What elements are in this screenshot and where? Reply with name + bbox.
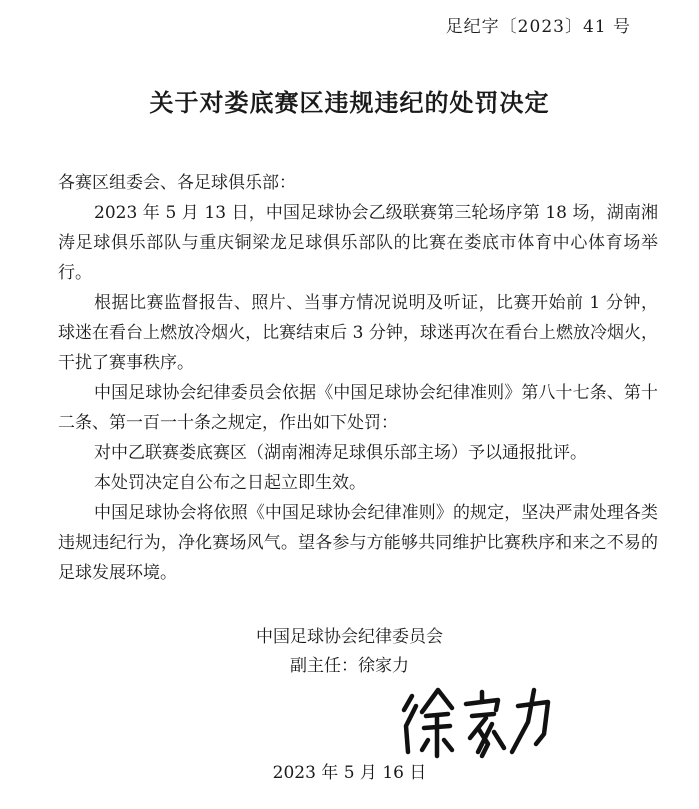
document-body — [58, 168, 658, 588]
paragraph-6: 中国足球协会将依照《中国足球协会纪律准则》的规定，坚决严肃处理各类违规违纪行为，净化赛场风气。望各参与方能够共同维护比赛秩序和来之不易的足球发展环境。 — [58, 503, 658, 583]
handwritten-signature — [398, 682, 558, 762]
document-title: 关于对娄底赛区违规违纪的处罚决定 — [149, 88, 550, 117]
paragraph-1: 2023 年 5 月 13 日，中国足球协会乙级联赛第三轮场序第 18 场，湖南湘涛足球俱乐部队与重庆铜梁龙足球俱乐部队的比赛在娄底市体育中心体育场举行。 — [58, 203, 658, 283]
issuing-organization: 中国足球协会纪律委员会 — [256, 627, 443, 647]
addressee: 各赛区组委会、各足球俱乐部： — [58, 173, 296, 193]
paragraph-2: 根据比赛监督报告、照片、当事方情况说明及听证，比赛开始前 1 分钟，球迷在看台上燃放冷烟火，比赛结束后 3 分钟，球迷再次在看台上燃放冷烟火，干扰了赛事秩序。 — [58, 293, 658, 373]
paragraph-5: 本处罚决定自公布之日起立即生效。 — [94, 473, 366, 493]
deputy-director: 副主任：徐家力 — [290, 656, 409, 676]
decision-date: 2023 年 5 月 16 日 — [272, 763, 427, 783]
document-number: 足纪字〔2023〕41 号 — [445, 17, 631, 37]
paragraph-4: 对中乙联赛娄底赛区（湖南湘涛足球俱乐部主场）予以通报批评。 — [94, 443, 587, 463]
paragraph-3: 中国足球协会纪律委员会依据《中国足球协会纪律准则》第八十七条、第十二条、第一百一十条之规定，作出如下处罚： — [58, 383, 658, 433]
